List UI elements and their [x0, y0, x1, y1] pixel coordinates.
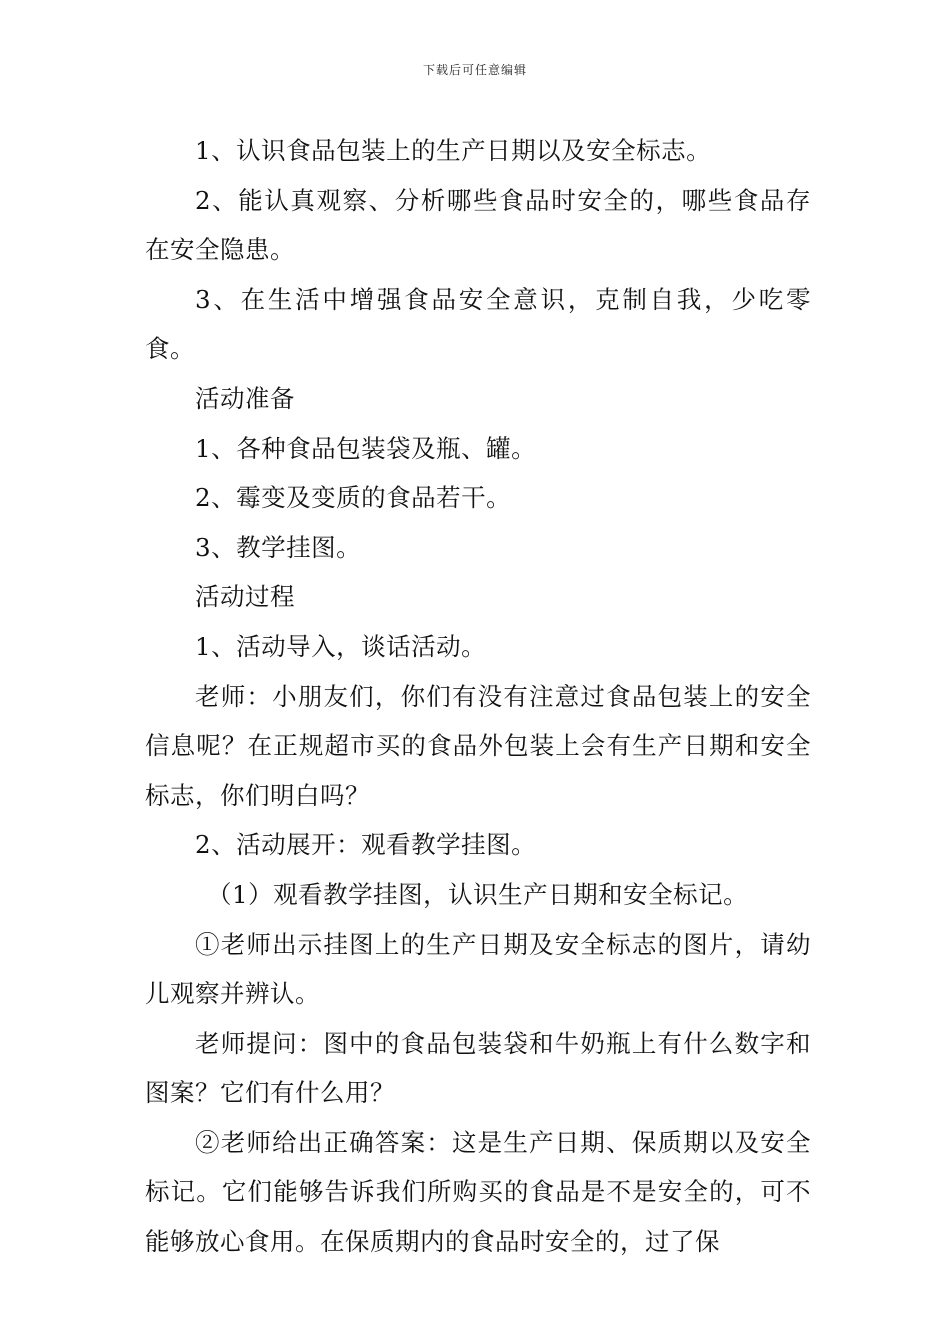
objective-2: 2、能认真观察、分析哪些食品时安全的，哪些食品存在安全隐患。: [145, 185, 811, 265]
teacher-dialogue-1: 老师：小朋友们，你们有没有注意过食品包装上的安全信息呢？在正规超市买的食品外包装上会有生产日期和安全标志，你们明白吗？: [145, 681, 811, 810]
section-heading-preparation: 活动准备: [195, 383, 295, 413]
sub-item-circled-2: ②老师给出正确答案：这是生产日期、保质期以及安全标记。它们能够告诉我们所购买的食品是不是安全的，可不能够放心食用。在保质期内的食品时安全的，过了保: [145, 1127, 811, 1257]
page-header: 下载后可任意编辑: [422, 63, 527, 77]
document-body: [145, 126, 811, 1267]
sub-item-circled-1: ①老师出示挂图上的生产日期及安全标志的图片，请幼儿观察并辨认。: [145, 929, 811, 1009]
preparation-item-1: 1、各种食品包装袋及瓶、罐。: [195, 433, 537, 463]
teacher-question: 老师提问：图中的食品包装袋和牛奶瓶上有什么数字和图案？它们有什么用？: [145, 1028, 811, 1108]
preparation-item-3: 3、教学挂图。: [195, 532, 362, 562]
sub-step-1: （1）观看教学挂图，认识生产日期和安全标记。: [207, 879, 749, 909]
section-heading-process: 活动过程: [195, 582, 295, 612]
preparation-item-2: 2、霉变及变质的食品若干。: [195, 483, 512, 513]
process-step-2: 2、活动展开：观看教学挂图。: [195, 830, 537, 860]
objective-3: 3、在生活中增强食品安全意识，克制自我，少吃零食。: [145, 284, 811, 364]
objective-1: 1、认识食品包装上的生产日期以及安全标志。: [195, 136, 712, 165]
process-step-1: 1、活动导入，谈话活动。: [195, 631, 487, 661]
